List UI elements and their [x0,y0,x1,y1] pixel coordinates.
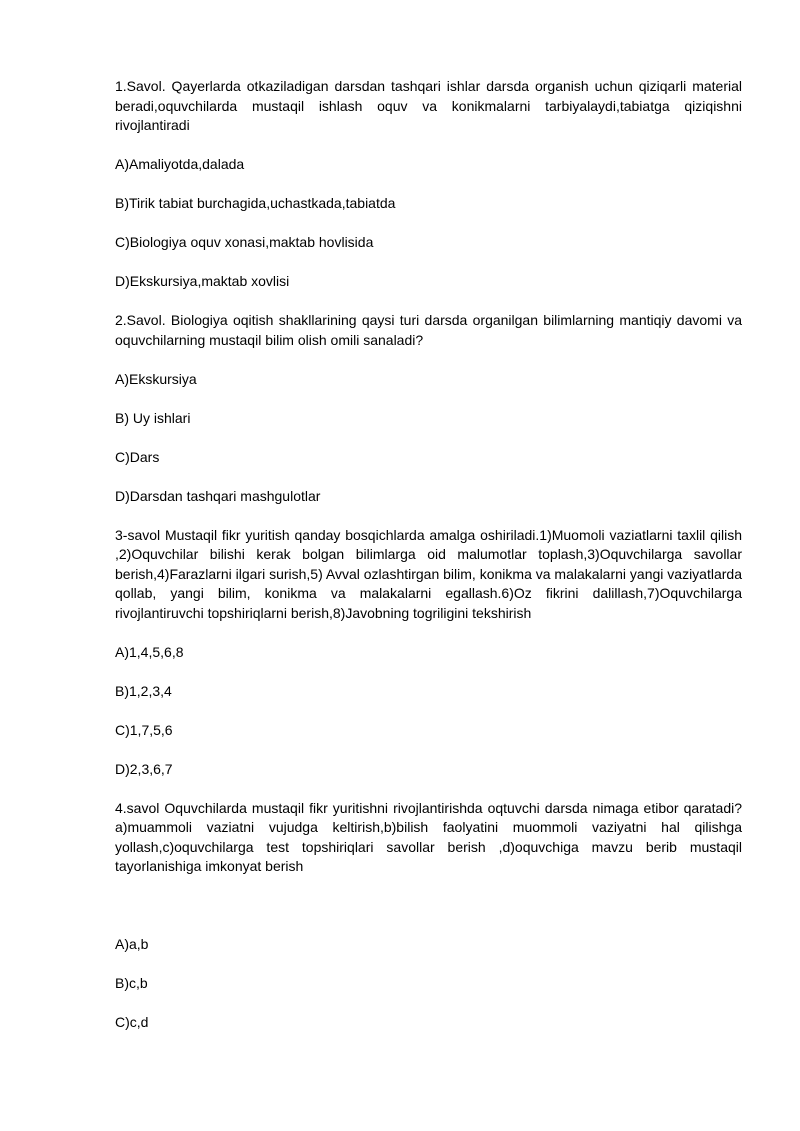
document-page [115,77,742,1052]
question-3-text: 3-savol Mustaqil fikr yuritish qanday bosqichlarda amalga oshiriladi.1)Muomoli vaziatlarni taxlil qilish ,2)Oquvchilar bilishi kerak bolgan bilimlarga oid malumotlar toplash,3)Oquvchilarga savollar berish,4)Farazlarni ilgari surish,5) Avval ozlashtirgan bilim, konikma va malakalarni yangi vaziyatlarda qollab, yangi bilim, konikma va malakalarni egallash.6)Oz fikrini dalillash,7)Oquvchilarga rivojlantiruvchi topshiriqlarni berish,8)Javobning togriligini tekshirish [115,526,742,621]
question-4-option-c: C)c,d [115,1014,149,1030]
question-1-option-b: B)Tirik tabiat burchagida,uchastkada,tabiatda [115,195,396,211]
question-3-option-b: B)1,2,3,4 [115,682,172,699]
question-3-option-c: C)1,7,5,6 [115,721,173,738]
question-4-option-b: B)c,b [115,975,148,991]
question-2-option-d: D)Darsdan tashqari mashgulotlar [115,487,321,504]
question-2-text: 2.Savol. Biologiya oqitish shakllarining qaysi turi darsda organilgan bilimlarning mantiqiy davomi va oquvchilarning mustaqil bilim olish omili sanaladi? [115,312,742,348]
question-2-option-b: B) Uy ishlari [115,409,191,426]
question-2-option-a: A)Ekskursiya [115,370,197,387]
question-1-option-d: D)Ekskursiya,maktab xovlisi [115,273,290,289]
blank-space [115,896,742,935]
question-1-text: 1.Savol. Qayerlarda otkaziladigan darsdan tashqari ishlar darsda organish uchun qiziqarli material beradi,oquvchilarda mustaqil ishlash oquv va konikmalarni tarbiyalaydi,tabiatga qiziqishni rivojlantiradi [115,78,742,133]
question-3-option-d: D)2,3,6,7 [115,760,173,777]
question-4-text: 4.savol Oquvchilarda mustaqil fikr yuritishni rivojlantirishda oqtuvchi darsda nimaga etibor qaratadi?a)muammoli vaziatni vujudga keltirish,b)bilish faolyatini muommoli vaziyatni hal qilishga yollash,c)oquvchilarga test topshiriqlari savollar berish ,d)oquvchiga mavzu berib mustaqil tayorlanishiga imkonyat berish [115,799,742,874]
question-4-option-a: A)a,b [115,936,149,952]
question-1-option-c: C)Biologiya oquv xonasi,maktab hovlisida [115,234,374,250]
question-1-option-a: A)Amaliyotda,dalada [115,156,245,172]
question-2-option-c: C)Dars [115,448,160,465]
question-3-option-a: A)1,4,5,6,8 [115,643,184,660]
